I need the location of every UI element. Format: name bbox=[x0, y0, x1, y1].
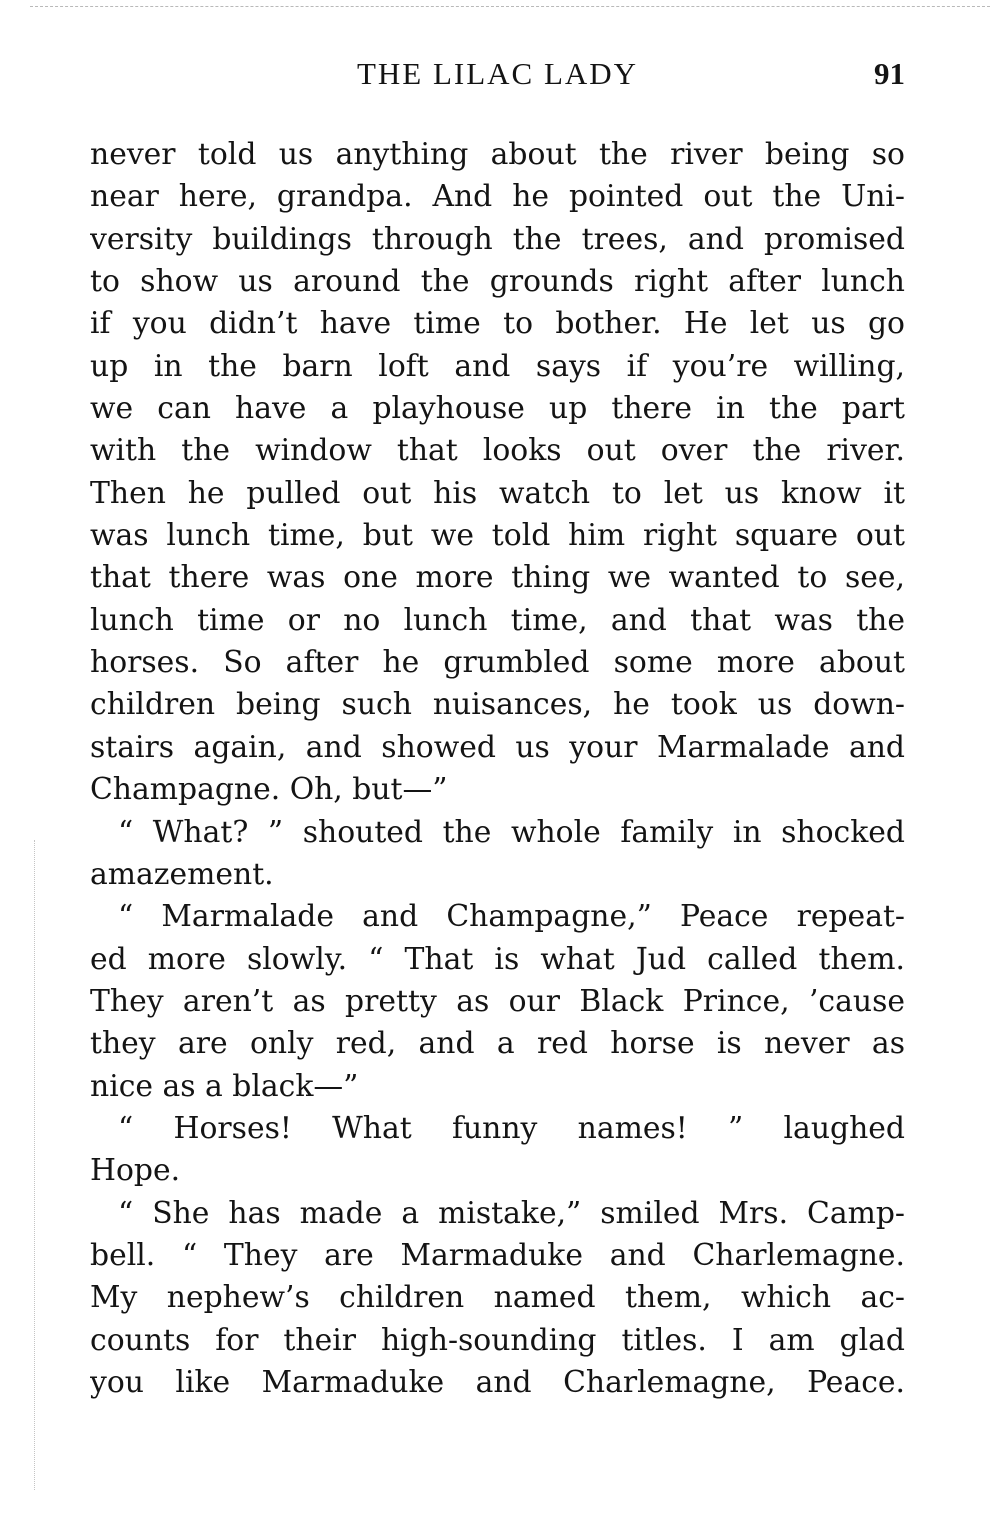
text-line: Hope. bbox=[90, 1153, 181, 1189]
text-line: bell. “ They are Marmaduke and Charlemagne. bbox=[90, 1237, 905, 1273]
text-line: horses. So after he grumbled some more about bbox=[90, 645, 905, 681]
text-line: never told us anything about the river being so bbox=[90, 137, 905, 172]
text-line: lunch time or no lunch time, and that was the bbox=[90, 602, 905, 638]
text-line: with the window that looks out over the river. bbox=[90, 433, 905, 469]
text-line: that there was one more thing we wanted to see, bbox=[90, 560, 905, 596]
text-line: up in the barn loft and says if you’re willing, bbox=[90, 348, 905, 384]
text-line: amazement. bbox=[90, 856, 274, 892]
text-line: Then he pulled out his watch to let us know it bbox=[90, 475, 905, 511]
text-line: “ She has made a mistake,” smiled Mrs. Camp- bbox=[118, 1195, 905, 1231]
text-line: Champagne. Oh, but—” bbox=[90, 772, 448, 808]
text-line: they are only red, and a red horse is never as bbox=[90, 1026, 905, 1062]
text-line: “ Marmalade and Champagne,” Peace repeat- bbox=[118, 899, 905, 935]
running-head-title: THE LILAC LADY bbox=[356, 56, 639, 91]
text-line: They aren’t as pretty as our Black Prince, ’cause bbox=[90, 983, 905, 1019]
text-line: counts for their high-sounding titles. I am glad bbox=[90, 1322, 905, 1358]
text-line: you like Marmaduke and Charlemagne, Peace. bbox=[90, 1364, 905, 1400]
text-line: versity buildings through the trees, and promised bbox=[90, 221, 905, 257]
text-line: “ What? ” shouted the whole family in shocked bbox=[118, 814, 905, 850]
body-text bbox=[90, 134, 905, 1404]
running-head bbox=[90, 56, 905, 96]
text-line: stairs again, and showed us your Marmalade and bbox=[90, 729, 905, 765]
text-line: ed more slowly. “ That is what Jud called them. bbox=[90, 941, 905, 977]
text-line: nice as a black—” bbox=[90, 1068, 359, 1104]
page-top-edge bbox=[30, 6, 990, 7]
text-line: children being such nuisances, he took us down- bbox=[90, 687, 905, 723]
text-line: if you didn’t have time to bother. He let us go bbox=[90, 306, 905, 342]
text-line: near here, grandpa. And he pointed out the Uni- bbox=[90, 179, 905, 215]
page-number: 91 bbox=[874, 56, 905, 91]
text-line: My nephew’s children named them, which ac- bbox=[90, 1280, 905, 1316]
text-line: we can have a playhouse up there in the part bbox=[90, 391, 905, 427]
text-line: “ Horses! What funny names! ” laughed bbox=[118, 1110, 905, 1146]
margin-speckle bbox=[34, 840, 37, 1490]
text-line: to show us around the grounds right after lunch bbox=[90, 264, 905, 300]
text-line: was lunch time, but we told him right square out bbox=[90, 518, 905, 554]
